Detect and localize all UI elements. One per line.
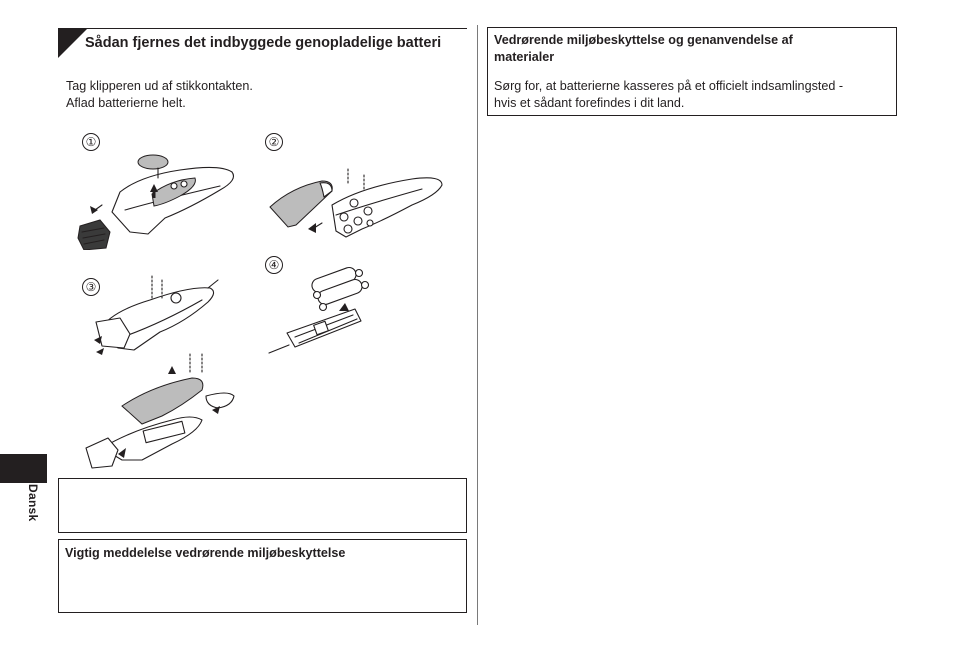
recycling-box-title-line2: materialer [494,50,555,64]
step-4-illustration-icon [265,265,385,360]
intro-line-unplug: Tag klipperen ud af stikkontakten. [66,79,253,93]
heading-triangle-icon [58,28,88,58]
column-divider [477,25,478,625]
language-tab [0,454,47,483]
recycling-box-title-line1: Vedrørende miljøbeskyttelse og genanvendelse af [494,33,793,47]
section-heading [58,28,467,58]
intro-text [66,78,253,112]
language-tab-label: Dansk [26,484,40,522]
empty-content-box [58,478,467,533]
notice-box-title: Vigtig meddelelse vedrørende miljøbeskyttelse [65,546,346,560]
step-1-illustration-icon [70,150,245,250]
recycling-box-body-line2: hvis et sådant forefindes i dit land. [494,96,685,110]
intro-line-discharge: Aflad batterierne helt. [66,96,186,110]
heading-rule [58,28,467,29]
step-number-2: ② [265,133,283,151]
recycling-box-spacer [494,66,890,78]
recycling-info-box [487,27,897,116]
step-number-4: ④ [265,256,283,274]
step-3b-illustration-icon [82,350,242,480]
step-number-3: ③ [82,278,100,296]
environment-notice-box [58,539,467,613]
section-title: Sådan fjernes det indbyggede genopladelige batteri [85,35,442,51]
step-3-illustration-icon [90,270,225,355]
step-2-illustration-icon [262,165,447,245]
step-number-1: ① [82,133,100,151]
recycling-box-body-line1: Sørg for, at batterierne kasseres på et officielt indsamlingsted - [494,79,844,93]
